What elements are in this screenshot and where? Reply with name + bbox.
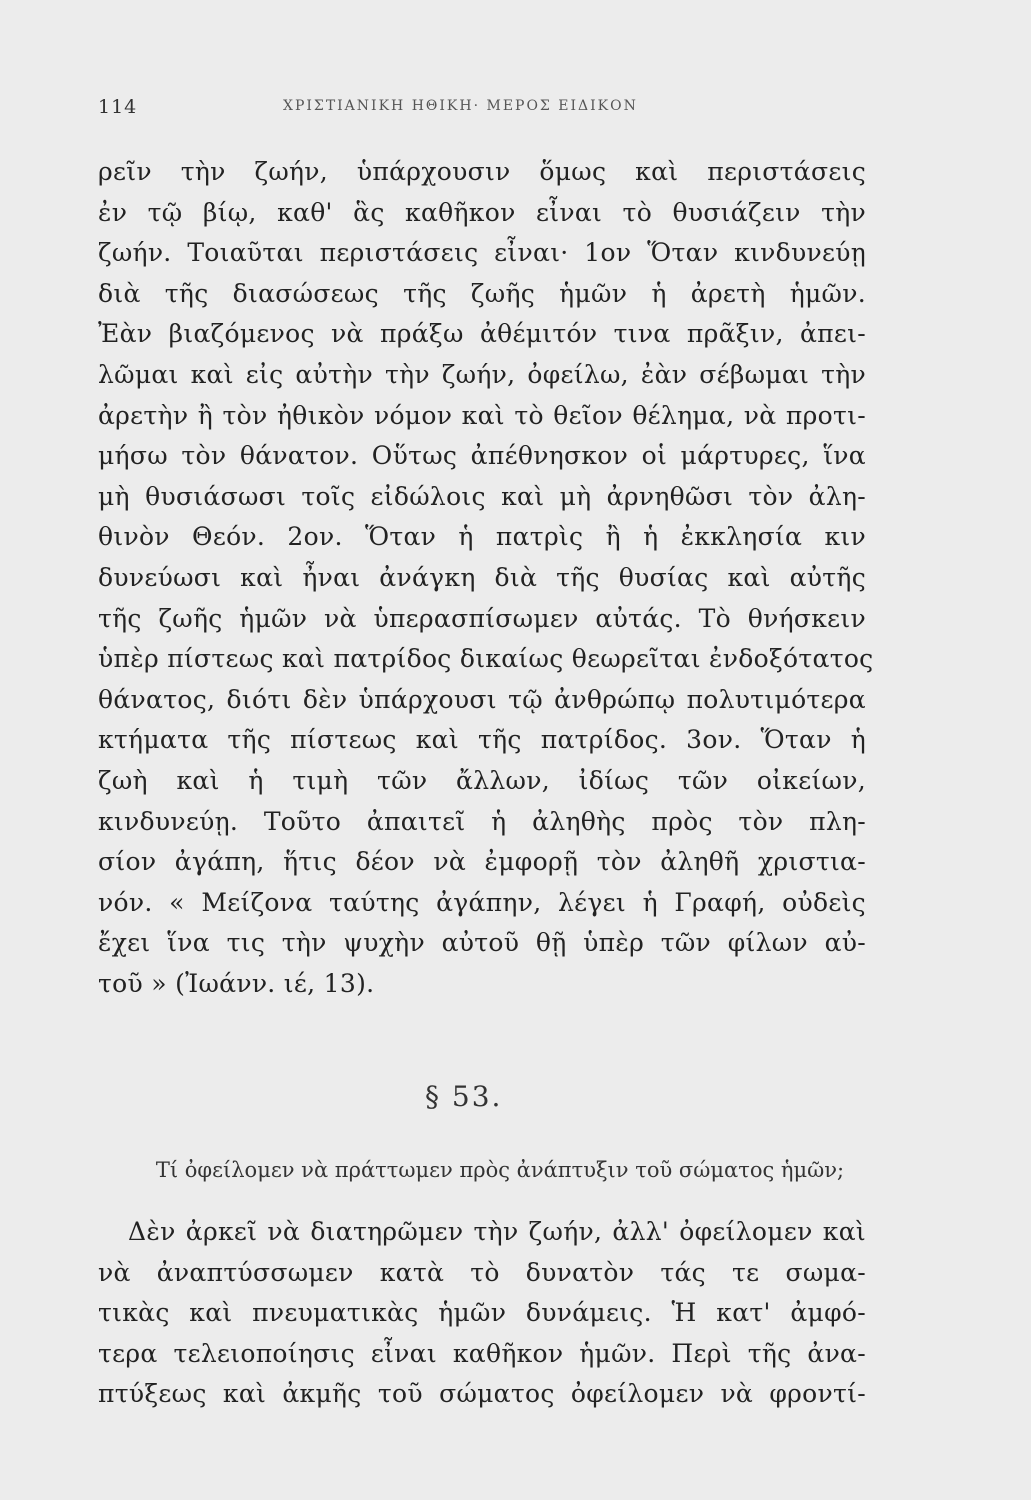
section-heading: § 53. [425, 1080, 503, 1113]
text-line: ρεῖν τὴν ζωήν, ὑπάρχουσιν ὅμως καὶ περιστάσεις [98, 157, 866, 186]
text-line: Δὲν ἀρκεῖ νὰ διατηρῶμεν τὴν ζωήν, ἀλλ' ὀφείλομεν καὶ [128, 1217, 866, 1246]
text-line: νὰ ἀναπτύσσωμεν κατὰ τὸ δυνατὸν τάς τε σωμα- [98, 1257, 866, 1287]
text-line: ὑπὲρ πίστεως καὶ πατρίδος δικαίως θεωρεῖται ἐνδοξότατος [98, 644, 874, 674]
text-line: τῆς ζωῆς ἡμῶν νὰ ὑπερασπίσωμεν αὐτάς. Τὸ θνήσκειν [98, 603, 866, 633]
section-question: Τί ὀφείλομεν νὰ πράττωμεν πρὸς ἀνάπτυξιν τοῦ σώματος ἡμῶν; [155, 1158, 845, 1182]
running-head [98, 96, 878, 126]
text-line: τοῦ » (Ἰωάνν. ιέ, 13). [98, 968, 375, 998]
text-line: κινδυνεύῃ. Τοῦτο ἀπαιτεῖ ἡ ἀληθὴς πρὸς τὸν πλη- [98, 806, 866, 836]
text-line: ζωήν. Τοιαῦται περιστάσεις εἶναι· 1ον Ὅταν κινδυνεύῃ [98, 238, 866, 268]
running-title: ΧΡΙΣΤΙΑΝΙΚΗ ΗΘΙΚΗ· ΜΕΡΟΣ ΕΙΔΙΚΟΝ [283, 98, 638, 114]
text-line: μὴ θυσιάσωσι τοῖς εἰδώλοις καὶ μὴ ἀρνηθῶσι τὸν ἀλη- [98, 481, 866, 511]
text-line: θάνατος, διότι δὲν ὑπάρχουσι τῷ ἀνθρώπῳ πολυτιμότερα [98, 684, 866, 714]
text-line: τερα τελειοποίησις εἶναι καθῆκον ἡμῶν. Περὶ τῆς ἀνα- [98, 1338, 866, 1368]
paragraph-1 [98, 152, 874, 1004]
text-line: διὰ τῆς διασώσεως τῆς ζωῆς ἡμῶν ἡ ἀρετὴ ἡμῶν. [98, 278, 866, 308]
text-line: νόν. « Μείζονα ταύτης ἀγάπην, λέγει ἡ Γραφή, οὐδεὶς [98, 887, 866, 917]
text-line: θινὸν Θεόν. 2ον. Ὅταν ἡ πατρὶς ἢ ἡ ἐκκλησία κιν [98, 522, 866, 552]
text-line: δυνεύωσι καὶ ἦναι ἀνάγκη διὰ τῆς θυσίας καὶ αὐτῆς [98, 562, 866, 592]
text-line: ἔχει ἵνα τις τὴν ψυχὴν αὐτοῦ θῇ ὑπὲρ τῶν φίλων αὐ- [98, 928, 866, 958]
page-number: 114 [98, 96, 138, 118]
text-line: κτήματα τῆς πίστεως καὶ τῆς πατρίδος. 3ον. Ὅταν ἡ [98, 725, 866, 755]
text-line: ἀρετὴν ἢ τὸν ἠθικὸν νόμον καὶ τὸ θεῖον θέλημα, νὰ προτι- [98, 400, 866, 430]
text-line: τικὰς καὶ πνευματικὰς ἡμῶν δυνάμεις. Ἡ κατ' ἀμφό- [98, 1298, 866, 1328]
text-line: Ἐὰν βιαζόμενος νὰ πράξω ἀθέμιτόν τινα πρᾶξιν, ἀπει- [98, 319, 866, 349]
text-line: πτύξεως καὶ ἀκμῆς τοῦ σώματος ὀφείλομεν νὰ φροντί- [98, 1379, 866, 1409]
text-line: λῶμαι καὶ εἰς αὐτὴν τὴν ζωήν, ὀφείλω, ἐὰν σέβωμαι τὴν [98, 359, 866, 389]
text-line: σίον ἀγάπη, ἥτις δέον νὰ ἐμφορῇ τὸν ἀληθῆ χριστια- [98, 847, 866, 877]
text-line: ζωὴ καὶ ἡ τιμὴ τῶν ἄλλων, ἰδίως τῶν οἰκείων, [98, 765, 866, 795]
text-line: ἐν τῷ βίῳ, καθ' ἃς καθῆκον εἶναι τὸ θυσιάζειν τὴν [98, 197, 866, 227]
paragraph-2 [98, 1212, 866, 1415]
text-line: μήσω τὸν θάνατον. Οὕτως ἀπέθνησκον οἱ μάρτυρες, ἵνα [98, 441, 866, 471]
